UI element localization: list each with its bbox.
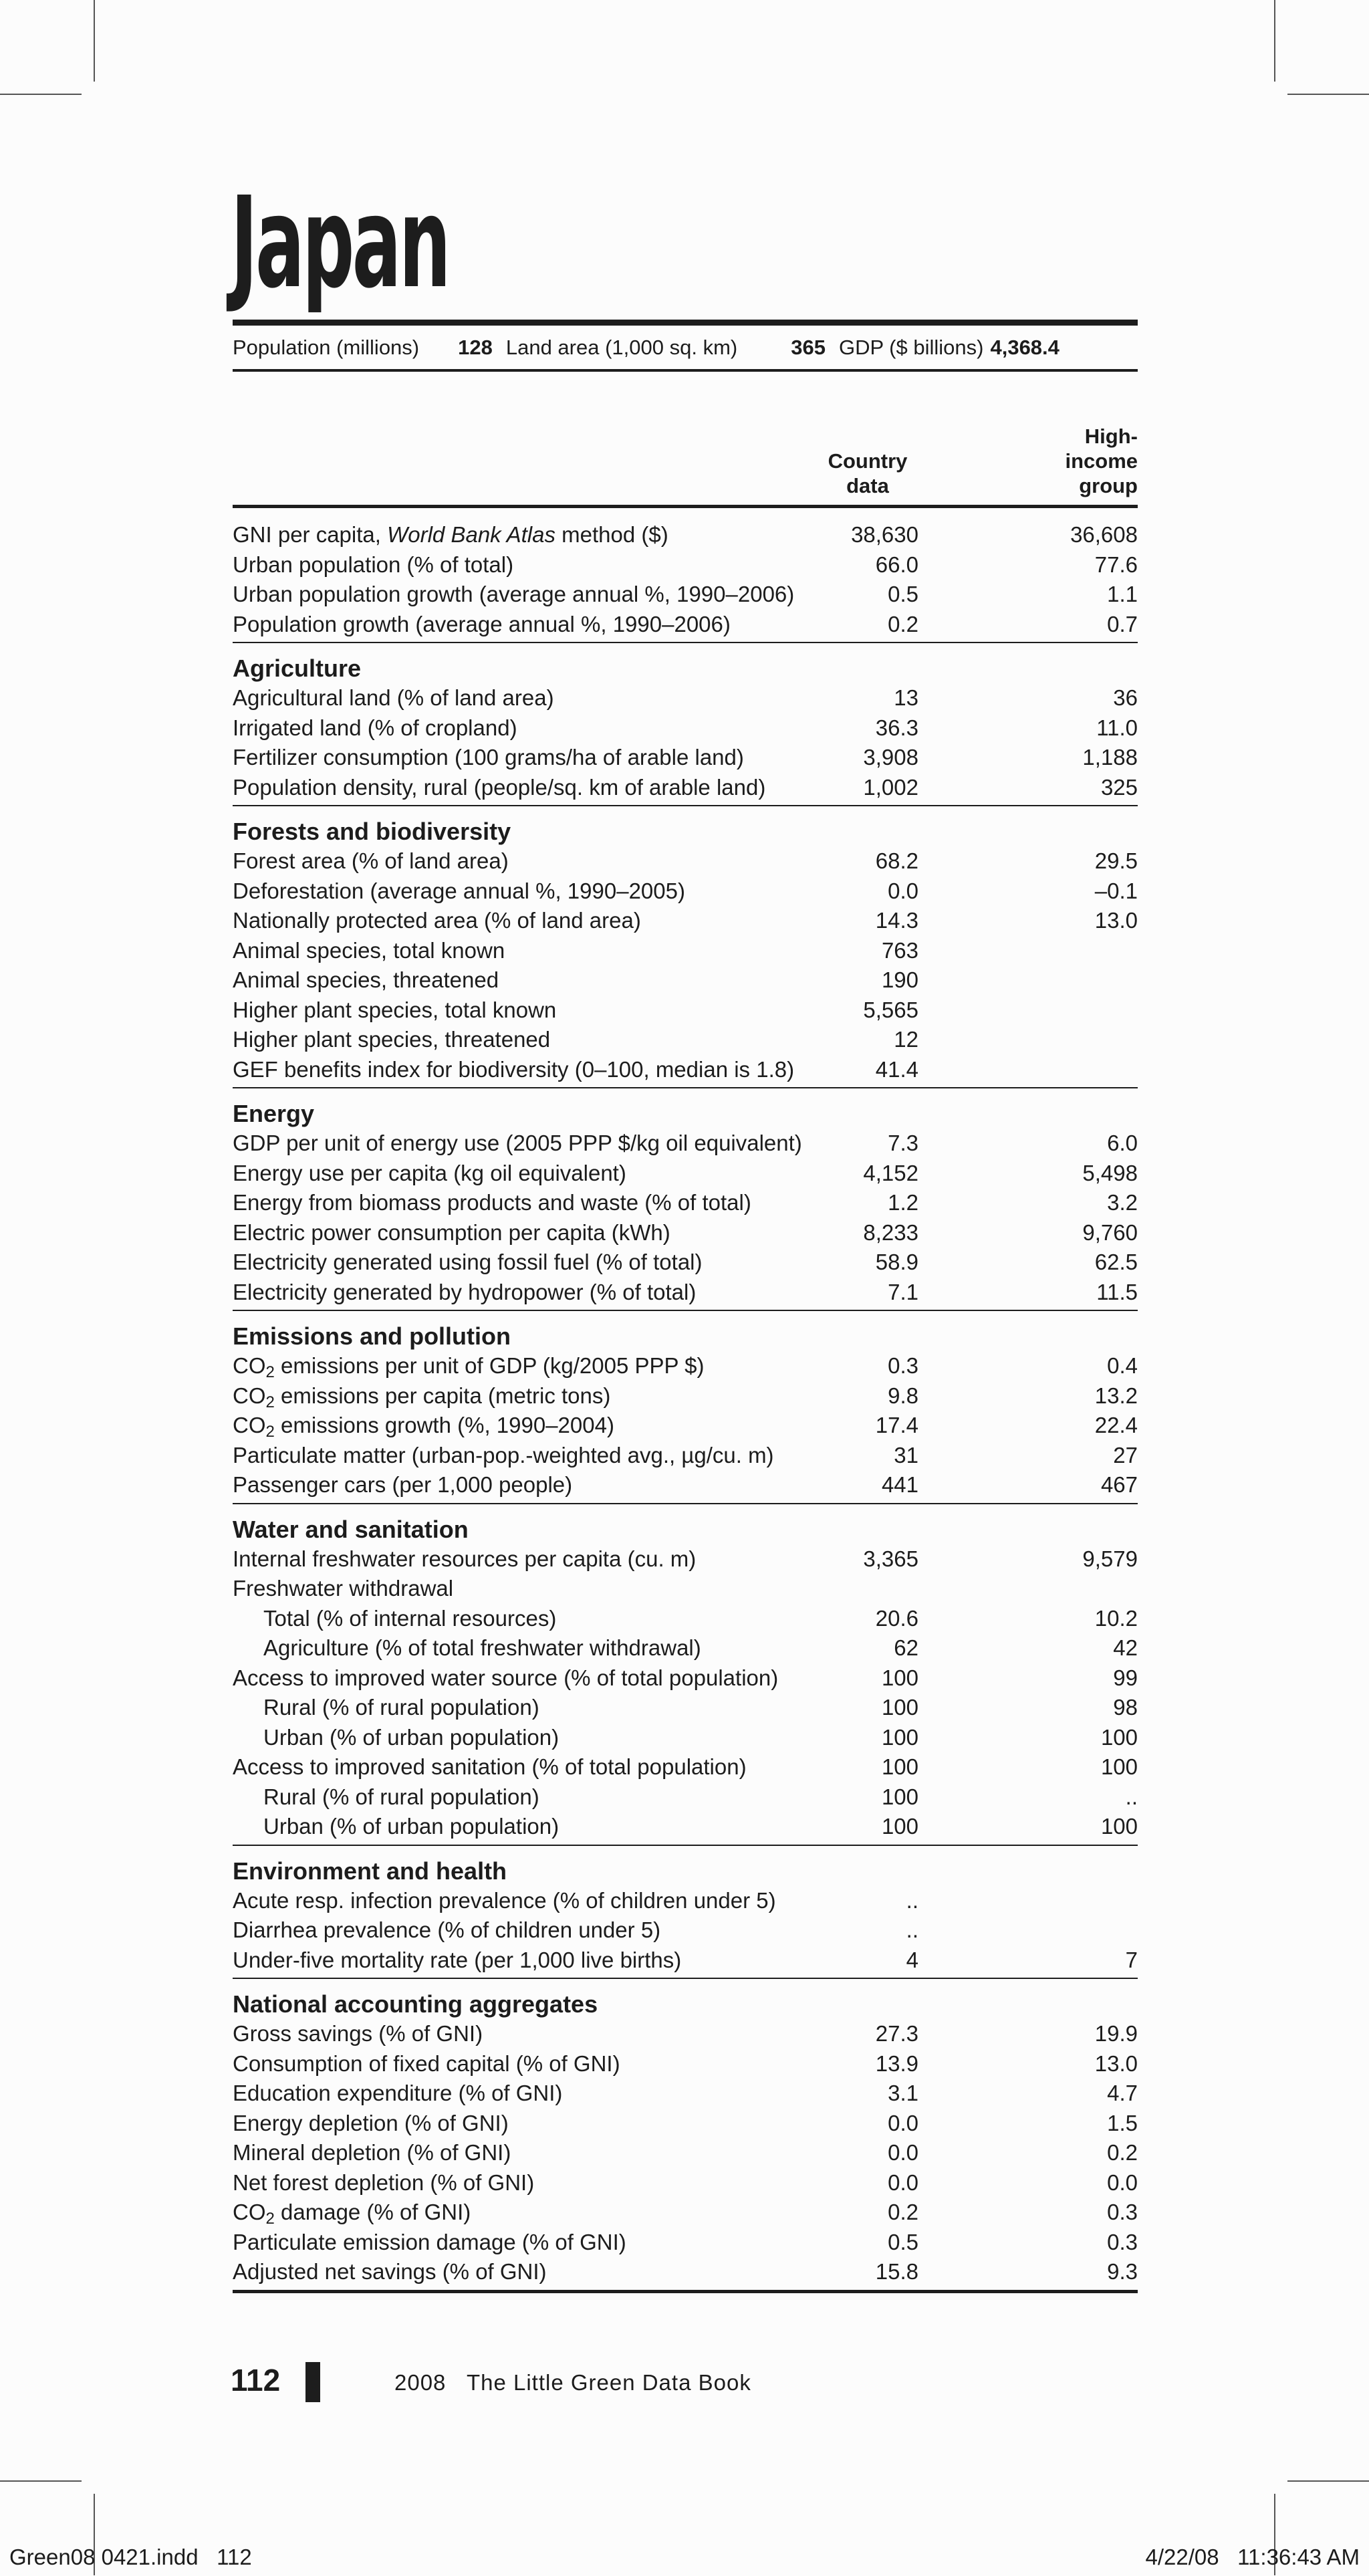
country-value: 38,630 [851, 522, 918, 547]
country-value: 12 [894, 1027, 918, 1052]
group-value: 77.6 [1094, 552, 1138, 577]
country-value: 1.2 [888, 1190, 918, 1215]
section-title: Energy [233, 1100, 315, 1127]
gdp-label: GDP ($ billions) [838, 335, 984, 359]
country-value: 4 [906, 1947, 918, 1972]
indicator-label: Higher plant species, total known [233, 997, 557, 1022]
indicator-label: $CO_2$ damage (% of GNI) [233, 2200, 471, 2228]
country-value: 100 [881, 1665, 918, 1690]
group-value: .. [1125, 1784, 1138, 1809]
group-value: 42 [1113, 1635, 1138, 1660]
table-row [233, 1055, 1138, 1085]
group-value: 99 [1113, 1665, 1138, 1690]
table-row [233, 2079, 1138, 2109]
indicator-label: Higher plant species, threatened [233, 1027, 551, 1052]
indicator-label: Urban (% of urban population) [263, 1814, 559, 1839]
country-value: 68.2 [875, 848, 918, 873]
group-value: 36 [1113, 685, 1138, 710]
page-number: 112 [231, 2363, 281, 2397]
group-value: 0.3 [1107, 2229, 1138, 2254]
indicator-label: Electric power consumption per capita (kWh) [233, 1219, 670, 1245]
table-row [233, 1411, 1138, 1441]
group-value: –0.1 [1094, 878, 1138, 903]
indicator-label: Access to improved water source (% of total population) [233, 1665, 779, 1690]
slug-datetime: 4/22/08 11:36:43 AM [1145, 2545, 1360, 2569]
table-row [233, 713, 1138, 743]
table-row [233, 1544, 1138, 1574]
group-value: 7 [1125, 1947, 1138, 1972]
country-value: 7.3 [888, 1131, 918, 1155]
table-section [233, 1322, 1138, 1504]
group-value: 9,579 [1082, 1546, 1138, 1571]
country-column-header: Country data [828, 449, 908, 497]
group-value: 13.0 [1094, 908, 1138, 933]
table-section [233, 520, 1138, 643]
table-row [233, 1752, 1138, 1782]
country-value: 15.8 [875, 2259, 918, 2284]
country-value: 3,365 [863, 1546, 918, 1571]
table-row [233, 1381, 1138, 1411]
indicator-label: Passenger cars (per 1,000 people) [233, 1472, 573, 1497]
group-value: 13.2 [1094, 1383, 1138, 1408]
country-value: 62 [894, 1635, 918, 1660]
table-row [233, 1812, 1138, 1842]
country-value: 0.0 [888, 2110, 918, 2135]
indicator-label: Total (% of internal resources) [263, 1605, 557, 1631]
group-value: 3.2 [1107, 1190, 1138, 1215]
table-row [233, 965, 1138, 996]
indicator-label: Consumption of fixed capital (% of GNI) [233, 2051, 620, 2076]
group-value: 62.5 [1094, 1250, 1138, 1274]
indicator-label: Energy from biomass products and waste (% of total) [233, 1190, 751, 1215]
population-label: Population (millions) [233, 335, 420, 359]
table-section [233, 654, 1138, 806]
land-area-label: Land area (1,000 sq. km) [505, 335, 738, 359]
table-row [233, 876, 1138, 907]
indicator-label: GEF benefits index for biodiversity (0–100, median is 1.8) [233, 1056, 795, 1082]
indicator-label: Nationally protected area (% of land area) [233, 908, 641, 933]
table-row [233, 2109, 1138, 2139]
country-value: 66.0 [875, 552, 918, 577]
country-value: 0.3 [888, 1353, 918, 1378]
group-value: 98 [1113, 1695, 1138, 1720]
group-value: 467 [1100, 1472, 1138, 1497]
group-value: 0.4 [1107, 1353, 1138, 1378]
indicator-label: Freshwater withdrawal [233, 1576, 454, 1601]
country-value: 36.3 [875, 715, 918, 740]
country-value: 100 [881, 1754, 918, 1779]
group-value: 0.3 [1107, 2200, 1138, 2224]
table-row [233, 1248, 1138, 1278]
country-value: 0.5 [888, 582, 918, 606]
country-value: 3.1 [888, 2081, 918, 2105]
page-footer [231, 2360, 1033, 2407]
indicator-label: Energy depletion (% of GNI) [233, 2110, 509, 2135]
country-value: 13.9 [875, 2051, 918, 2076]
summary-bar [233, 320, 1138, 372]
table-row [233, 906, 1138, 936]
indicator-label: Urban population (% of total) [233, 552, 514, 577]
country-value: 20.6 [875, 1605, 918, 1631]
indicator-label: $CO_2$ emissions per capita (metric tons) [233, 1383, 611, 1411]
table-row [233, 1633, 1138, 1663]
indicator-label: Electricity generated by hydropower (% of total) [233, 1279, 697, 1304]
table-section [233, 817, 1138, 1088]
table-row [233, 1351, 1138, 1381]
table-row [233, 2198, 1138, 2228]
table-row [233, 1188, 1138, 1218]
group-value: 19.9 [1094, 2021, 1138, 2046]
country-value: 100 [881, 1724, 918, 1750]
table-row [233, 1915, 1138, 1946]
table-row [233, 1723, 1138, 1753]
indicator-label: Gross savings (% of GNI) [233, 2021, 483, 2046]
indicator-label: Agricultural land (% of land area) [233, 685, 554, 710]
group-value: 9.3 [1107, 2259, 1138, 2284]
population-value: 128 [458, 335, 493, 359]
country-value: 441 [881, 1472, 918, 1497]
book-title: 2008 The Little Green Data Book [394, 2370, 751, 2395]
indicator-table [233, 520, 1138, 2304]
country-value: 14.3 [875, 908, 918, 933]
table-row [233, 1025, 1138, 1055]
table-row [233, 610, 1138, 640]
table-row [233, 1278, 1138, 1308]
indicator-label: Rural (% of rural population) [263, 1695, 539, 1720]
indicator-label: Under-five mortality rate (per 1,000 live births) [233, 1947, 682, 1972]
table-row [233, 1218, 1138, 1248]
section-title: National accounting aggregates [233, 1990, 598, 2018]
indicator-label: Population growth (average annual %, 1990–2006) [233, 611, 731, 636]
table-row [233, 1574, 1138, 1604]
indicator-label: Agriculture (% of total freshwater withdrawal) [263, 1635, 701, 1660]
group-value: 100 [1100, 1814, 1138, 1839]
table-row [233, 683, 1138, 713]
table-row [233, 550, 1138, 580]
page-title: Japan [231, 170, 449, 316]
indicator-label: Net forest depletion (% of GNI) [233, 2170, 535, 2195]
table-row [233, 773, 1138, 803]
group-value: 0.0 [1107, 2170, 1138, 2195]
country-value: 100 [881, 1695, 918, 1720]
indicator-label: Rural (% of rural population) [263, 1784, 539, 1809]
country-value: 17.4 [875, 1413, 918, 1437]
table-row [233, 1159, 1138, 1189]
country-value: 58.9 [875, 1250, 918, 1274]
country-value: 13 [894, 685, 918, 710]
indicator-label: Fertilizer consumption (100 grams/ha of arable land) [233, 745, 744, 770]
indicator-label: Adjusted net savings (% of GNI) [233, 2259, 547, 2284]
country-value: 100 [881, 1784, 918, 1809]
table-row [233, 2228, 1138, 2258]
crop-mark [94, 0, 95, 82]
country-value: 100 [881, 1814, 918, 1839]
group-value: 13.0 [1094, 2051, 1138, 2076]
table-row [233, 1604, 1138, 1634]
indicator-label: $CO_2$ emissions growth (%, 1990–2004) [233, 1413, 614, 1441]
indicator-label: Animal species, threatened [233, 967, 499, 992]
group-value: 100 [1100, 1724, 1138, 1750]
country-value: 8,233 [863, 1219, 918, 1245]
slug-file: Green08 0421.indd 112 [9, 2545, 252, 2569]
group-value: 10.2 [1094, 1605, 1138, 1631]
table-row [233, 936, 1138, 966]
section-title: Environment and health [233, 1857, 507, 1885]
section-title: Emissions and pollution [233, 1322, 511, 1350]
country-value: 0.5 [888, 2229, 918, 2254]
table-row [233, 2168, 1138, 2198]
country-value: 0.2 [888, 2200, 918, 2224]
group-value: 0.2 [1107, 2140, 1138, 2165]
table-row [233, 1886, 1138, 1916]
group-value: 100 [1100, 1754, 1138, 1779]
indicator-label: Education expenditure (% of GNI) [233, 2081, 563, 2105]
group-value: 9,760 [1082, 1219, 1138, 1245]
country-value: 27.3 [875, 2021, 918, 2046]
table-row [233, 1129, 1138, 1159]
indicator-label: GDP per unit of energy use (2005 PPP $/kg oil equivalent) [233, 1131, 802, 1155]
table-section [233, 1857, 1138, 1980]
group-column-header: High- income group [1065, 425, 1138, 497]
indicator-label: Particulate emission damage (% of GNI) [233, 2229, 626, 2254]
country-value: 5,565 [863, 997, 918, 1022]
indicator-label: Electricity generated using fossil fuel (% of total) [233, 1250, 703, 1274]
table-row [233, 2257, 1138, 2287]
country-value: 0.0 [888, 2140, 918, 2165]
crop-mark [0, 2480, 82, 2482]
indicator-label: Deforestation (average annual %, 1990–2005) [233, 878, 685, 903]
gdp-value: 4,368.4 [990, 335, 1060, 359]
group-value: 22.4 [1094, 1413, 1138, 1437]
crop-mark [0, 94, 82, 95]
indicator-label: Diarrhea prevalence (% of children under 5) [233, 1917, 661, 1942]
group-value: 29.5 [1094, 848, 1138, 873]
table-row [233, 520, 1138, 550]
indicator-label: Animal species, total known [233, 937, 505, 963]
group-value: 1.1 [1107, 582, 1138, 606]
crop-mark [1287, 94, 1369, 95]
table-row [233, 1946, 1138, 1976]
indicator-label: Forest area (% of land area) [233, 848, 509, 873]
indicator-label: Access to improved sanitation (% of total population) [233, 1754, 747, 1779]
indicator-label: GNI per capita, World Bank Atlas method ($) [233, 522, 668, 547]
country-value: 41.4 [875, 1056, 918, 1082]
group-value: 36,608 [1070, 522, 1138, 547]
section-title: Water and sanitation [233, 1515, 469, 1543]
table-row [233, 2138, 1138, 2168]
indicator-label: Mineral depletion (% of GNI) [233, 2140, 511, 2165]
group-value: 1,188 [1082, 745, 1138, 770]
group-value: 11.0 [1096, 715, 1138, 740]
country-value: 4,152 [863, 1160, 918, 1185]
table-section [233, 1990, 1138, 2293]
country-value: 763 [881, 937, 918, 963]
table-section [233, 1099, 1138, 1311]
indicator-label: Urban (% of urban population) [263, 1724, 559, 1750]
page-number-bar [305, 2362, 320, 2402]
indicator-label: Irrigated land (% of cropland) [233, 715, 517, 740]
country-value: .. [906, 1917, 918, 1942]
country-value: 31 [894, 1442, 918, 1468]
indicator-label: Urban population growth (average annual %, 1990–2006) [233, 582, 795, 606]
group-value: 11.5 [1096, 1279, 1138, 1304]
country-value: 7.1 [888, 1279, 918, 1304]
table-row [233, 1470, 1138, 1500]
group-value: 6.0 [1107, 1131, 1138, 1155]
table-row [233, 2049, 1138, 2079]
table-section [233, 1515, 1138, 1846]
indicator-label: Population density, rural (people/sq. km of arable land) [233, 774, 766, 800]
table-row [233, 2019, 1138, 2049]
country-value: 3,908 [863, 745, 918, 770]
table-row [233, 1663, 1138, 1693]
group-value: 325 [1100, 774, 1138, 800]
country-value: 0.2 [888, 611, 918, 636]
table-row [233, 1782, 1138, 1812]
crop-mark [1274, 0, 1275, 82]
group-value: 4.7 [1107, 2081, 1138, 2105]
country-value: 190 [881, 967, 918, 992]
country-value: 1,002 [863, 774, 918, 800]
column-header [233, 401, 1138, 508]
group-value: 0.7 [1107, 611, 1138, 636]
table-row [233, 996, 1138, 1026]
table-row [233, 1441, 1138, 1471]
table-row [233, 846, 1138, 876]
country-value: 0.0 [888, 878, 918, 903]
land-area-value: 365 [791, 335, 826, 359]
crop-mark [1287, 2480, 1369, 2482]
country-value: 0.0 [888, 2170, 918, 2195]
table-row [233, 743, 1138, 773]
group-value: 27 [1113, 1442, 1138, 1468]
indicator-label: Acute resp. infection prevalence (% of children under 5) [233, 1887, 776, 1913]
table-row [233, 1693, 1138, 1723]
indicator-label: Internal freshwater resources per capita (cu. m) [233, 1546, 697, 1571]
table-row [233, 580, 1138, 610]
group-value: 1.5 [1107, 2110, 1138, 2135]
section-title: Agriculture [233, 655, 362, 682]
country-value: .. [906, 1887, 918, 1913]
indicator-label: $CO_2$ emissions per unit of GDP (kg/2005 PPP $) [233, 1353, 705, 1381]
indicator-label: Energy use per capita (kg oil equivalent) [233, 1160, 626, 1185]
group-value: 5,498 [1082, 1160, 1138, 1185]
country-value: 9.8 [888, 1383, 918, 1408]
section-title: Forests and biodiversity [233, 818, 511, 845]
indicator-label: Particulate matter (urban-pop.-weighted avg., µg/cu. m) [233, 1442, 774, 1468]
